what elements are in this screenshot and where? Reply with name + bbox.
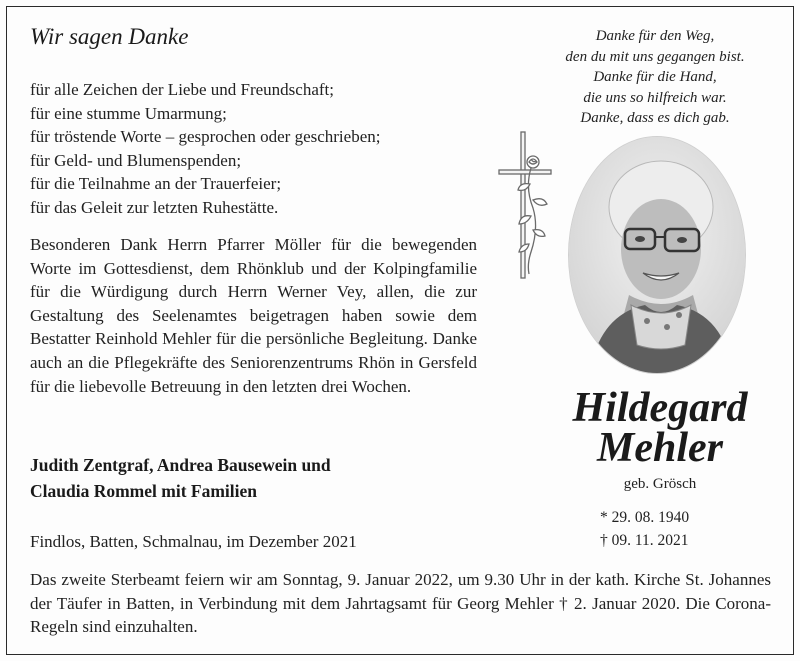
thanks-line: für tröstende Worte – gesprochen oder geschrieben; <box>30 127 381 147</box>
thanks-line: für Geld- und Blumenspenden; <box>30 150 242 170</box>
poem-line: Danke für die Hand, <box>593 69 717 86</box>
portrait-photo <box>568 136 746 374</box>
thanks-line: für das Geleit zur letzten Ruhestätte. <box>30 197 279 217</box>
place-date: Findlos, Batten, Schmalnau, im Dezember 2021 <box>30 532 357 551</box>
poem <box>530 26 780 129</box>
first-name: Hildegard <box>572 385 748 431</box>
poem-line: Danke, dass es dich gab. <box>580 110 730 127</box>
heading: Wir sagen Danke <box>30 24 189 49</box>
poem-line: den du mit uns gegangen bist. <box>565 48 745 65</box>
thanks-line: für eine stumme Umarmung; <box>30 103 227 123</box>
cross-with-rose-icon <box>495 128 555 280</box>
signers <box>30 452 470 504</box>
service-notice: Das zweite Sterbeamt feiern wir am Sonntag, 9. Januar 2022, um 9.30 Uhr in der kath. Kirche St. Johannes der Täufer in Batten, in Verbindung mit dem Jahrtagsamt für Georg Mehler † 2. Januar 2020. Die Corona-Regeln sind einzuhalten. <box>30 570 771 637</box>
poem-line: Danke für den Weg, <box>595 28 715 44</box>
last-name: Mehler <box>597 425 723 471</box>
portrait-image <box>569 137 746 374</box>
signers-line: Claudia Rommel mit Familien <box>30 481 257 501</box>
thanks-list <box>30 78 470 220</box>
death-date: † 09. 11. 2021 <box>600 532 689 549</box>
birth-date: * 29. 08. 1940 <box>600 509 690 526</box>
deceased-name <box>540 385 780 471</box>
life-dates <box>600 506 720 552</box>
poem-line: die uns so hilfreich war. <box>583 89 727 106</box>
special-thanks-paragraph: Besonderen Dank Herrn Pfarrer Möller für die bewegenden Worte im Gottesdienst, dem Rhönklub und der Kolpingfamilie für die Würdigung durch Herrn Werner Vey, allen, die zur Gestaltung des Seelenamtes beigetragen haben sowie dem Bestatter Reinhold Mehler für die persönliche Begleitung. Danke auch an die Pflegekräfte des Seniorenzentrums Rhön in Gersfeld für die liebevolle Betreuung in den letzten drei Wochen. <box>30 235 477 396</box>
thanks-line: für die Teilnahme an der Trauerfeier; <box>30 174 282 194</box>
thanks-line: für alle Zeichen der Liebe und Freundschaft; <box>30 80 334 99</box>
signers-line: Judith Zentgraf, Andrea Bausewein und <box>30 455 331 475</box>
maiden-name: geb. Grösch <box>623 476 697 492</box>
